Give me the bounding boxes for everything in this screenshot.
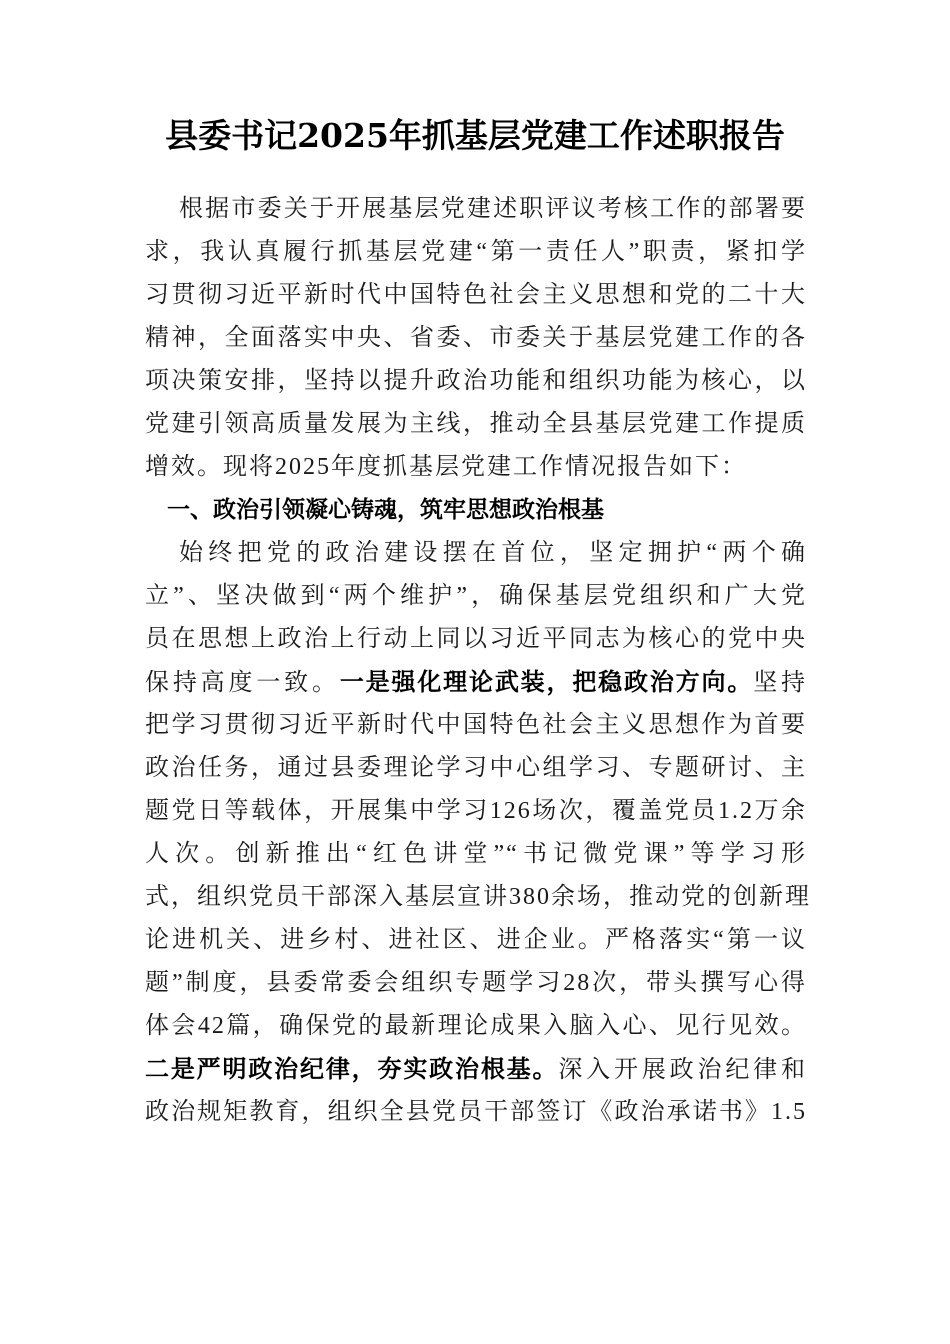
text-line: 习贯彻习近平新时代中国特色社会主义思想和党的二十大 bbox=[145, 282, 807, 308]
point-title: 一是强化理论武装，把稳政治方向。 bbox=[339, 668, 754, 696]
document-body bbox=[145, 188, 811, 1134]
text-line: 体会42篇，确保党的最新理论成果入脑入心、见行见效。 bbox=[145, 1013, 807, 1039]
text-line: 政治规矩教育，组织全县党员干部签订《政治承诺书》1.5 bbox=[145, 1099, 807, 1125]
text-line: 论进机关、进乡村、进社区、进企业。严格落实“第一议 bbox=[145, 927, 807, 953]
section-heading: 一、政治引领凝心铸魂，筑牢思想政治根基 bbox=[167, 497, 604, 523]
text-line: 人次。创新推出“红色讲堂”“书记微党课”等学习形 bbox=[145, 841, 807, 867]
text-span: 深入开展政治纪律和 bbox=[558, 1057, 808, 1083]
text-line: 根据市委关于开展基层党建述职评议考核工作的部署要 bbox=[179, 196, 807, 222]
text-line: 项决策安排，坚持以提升政治功能和组织功能为核心，以 bbox=[145, 368, 807, 394]
section-paragraph bbox=[145, 532, 811, 1134]
text-line: 增效。现将2025年度抓基层党建工作情况报告如下： bbox=[145, 454, 747, 480]
text-line: 题”制度，县委常委会组织专题学习28次，带头撰写心得 bbox=[145, 970, 807, 996]
text-line-mixed bbox=[145, 1048, 807, 1091]
document-title: 县委书记2025年抓基层党建工作述职报告 bbox=[165, 116, 785, 155]
text-line: 立”、坚决做到“两个维护”，确保基层党组织和广大党 bbox=[145, 583, 807, 609]
text-line-mixed bbox=[145, 661, 807, 704]
text-line: 政治任务，通过县委理论学习中心组学习、专题研讨、主 bbox=[145, 755, 807, 781]
text-line: 党建引领高质量发展为主线，推动全县基层党建工作提质 bbox=[145, 411, 807, 437]
text-span: 坚持 bbox=[753, 670, 808, 696]
text-line: 始终把党的政治建设摆在首位，坚定拥护“两个确 bbox=[179, 540, 807, 566]
text-line: 题党日等载体，开展集中学习126场次，覆盖党员1.2万余 bbox=[145, 798, 807, 824]
text-line: 精神，全面落实中央、省委、市委关于基层党建工作的各 bbox=[145, 325, 807, 351]
text-span: 保持高度一致。 bbox=[145, 670, 340, 696]
text-line: 把学习贯彻习近平新时代中国特色社会主义思想作为首要 bbox=[145, 712, 807, 738]
text-line: 求，我认真履行抓基层党建“第一责任人”职责，紧扣学 bbox=[145, 239, 807, 265]
point-title: 二是严明政治纪律，夯实政治根基。 bbox=[145, 1055, 559, 1083]
text-line: 式，组织党员干部深入基层宣讲380余场，推动党的创新理 bbox=[145, 884, 811, 910]
intro-paragraph bbox=[145, 188, 807, 489]
text-line: 员在思想上政治上行动上同以习近平同志为核心的党中央 bbox=[145, 626, 807, 652]
